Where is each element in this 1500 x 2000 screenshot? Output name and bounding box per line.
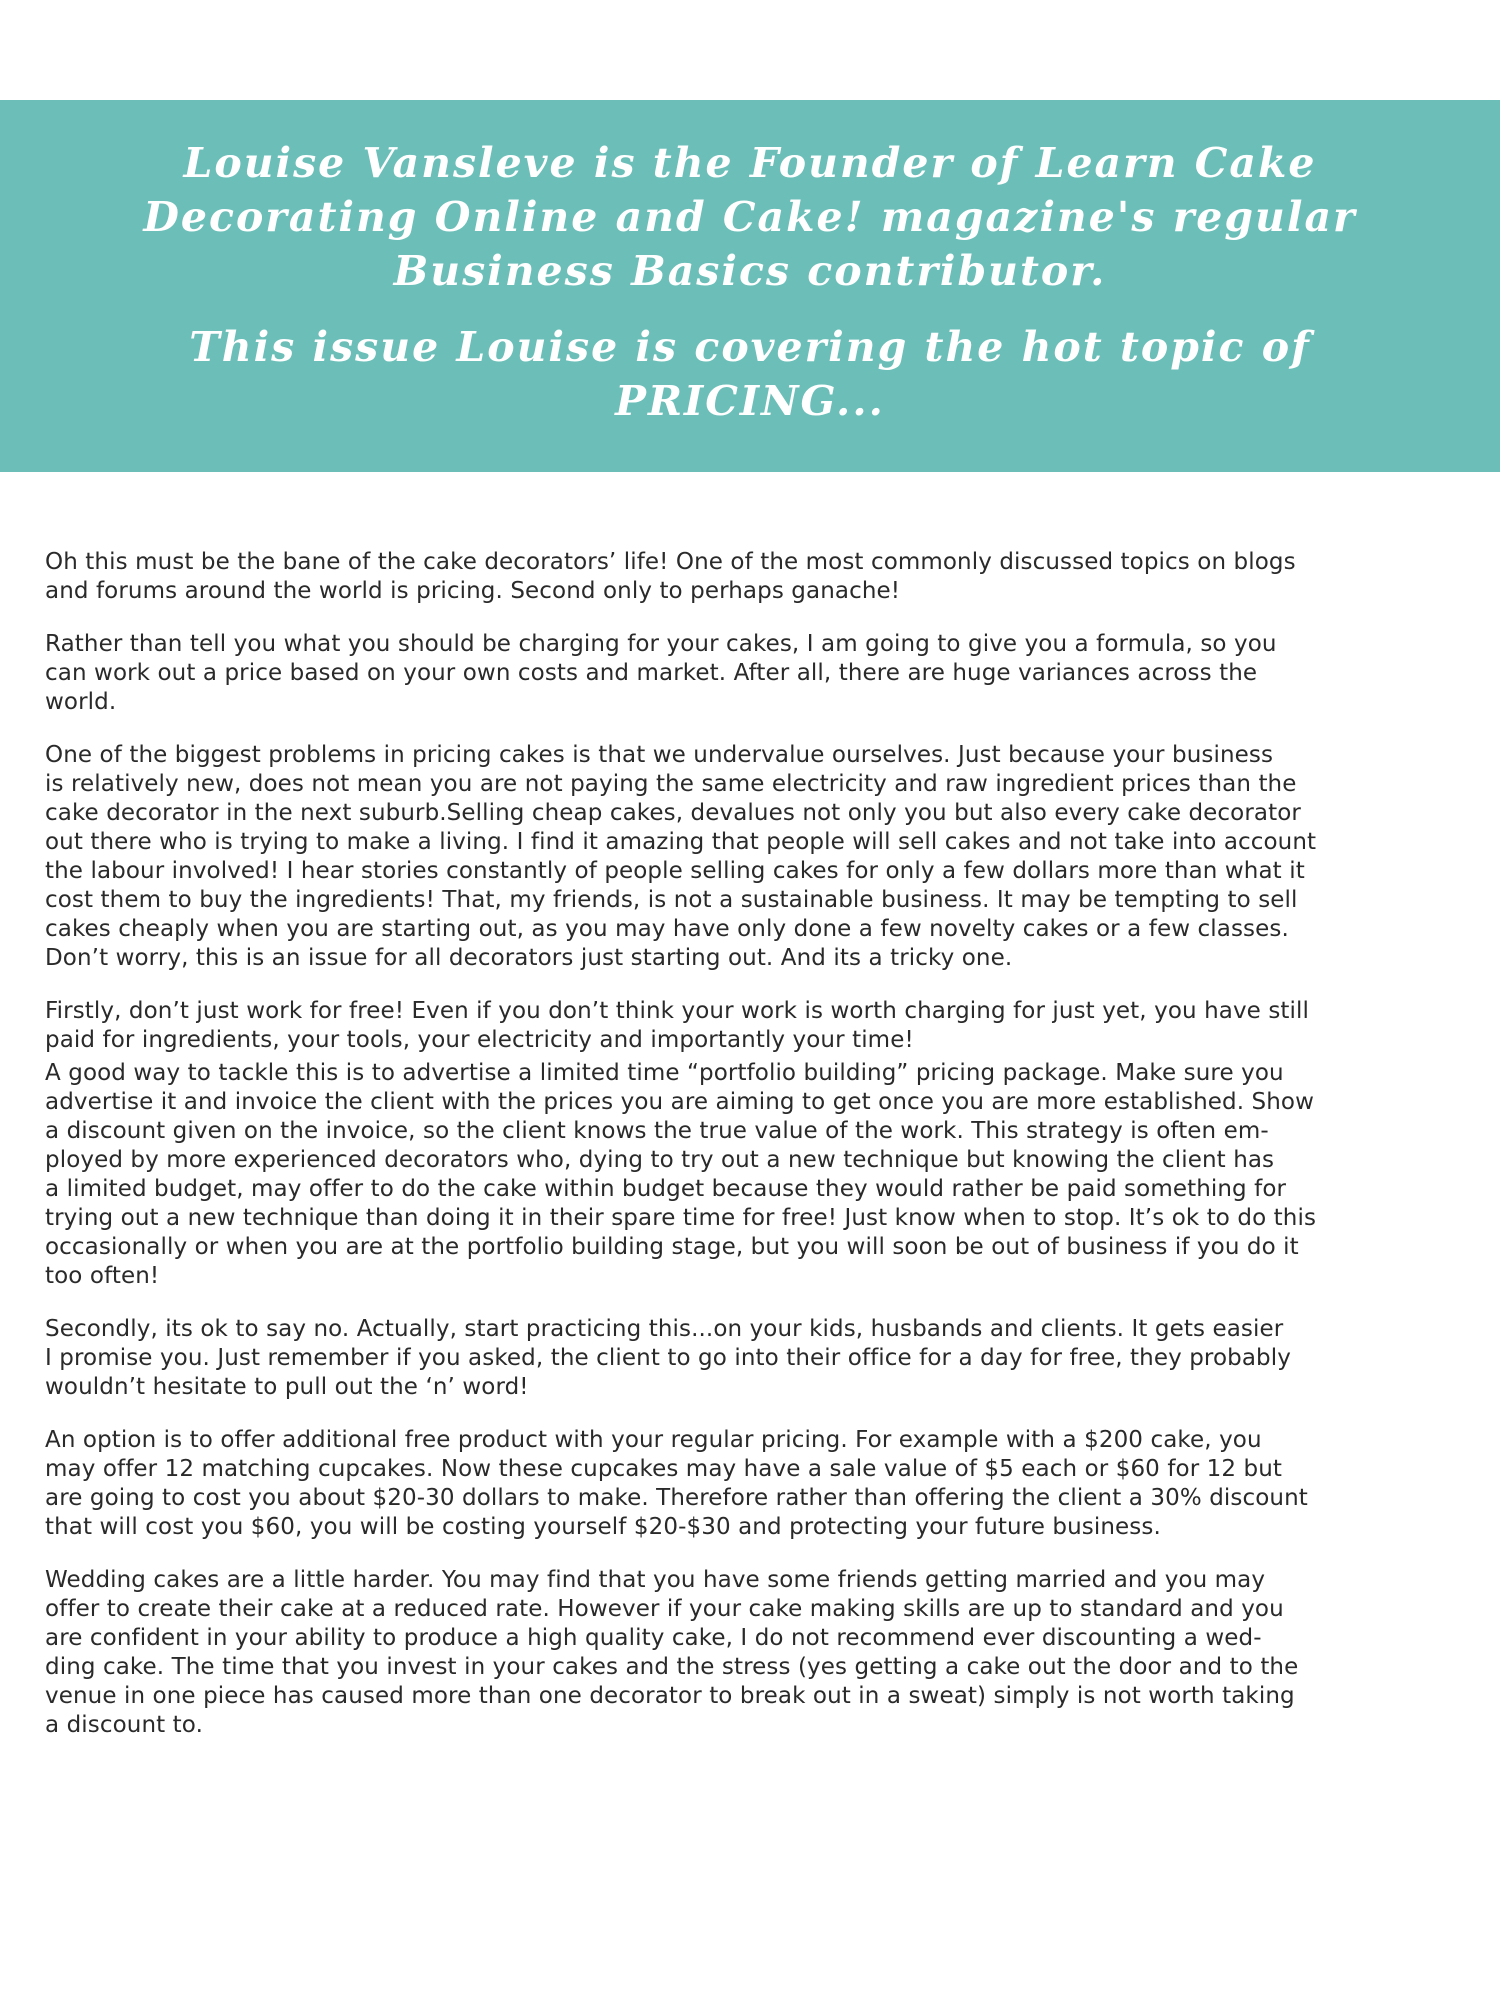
paragraph-line: world.	[45, 689, 117, 715]
paragraph-line: Wedding cakes are a little harder. You may find that you have some friends getting married and you may	[45, 1567, 1266, 1593]
paragraph-line: ding cake. The time that you invest in your cakes and the stress (yes getting a cake out the door and to the	[45, 1654, 1299, 1680]
paragraph-line: advertise it and invoice the client with the prices you are aiming to get once you are more established. Show	[45, 1089, 1315, 1115]
paragraph-line: cost them to buy the ingredients! That, my friends, is not a sustainable business. It may be tempting to sell	[45, 887, 1298, 913]
paragraph-line: may offer 12 matching cupcakes. Now these cupcakes may have a sale value of $5 each or $60 for 12 but	[45, 1456, 1283, 1482]
paragraph-line: venue in one piece has caused more than one decorator to break out in a sweat) simply is not worth taking	[45, 1683, 1295, 1709]
article-paragraph	[45, 741, 1465, 973]
paragraph-line: a discount to.	[45, 1712, 203, 1738]
paragraph-line: a limited budget, may offer to do the cake within budget because they would rather be paid something for	[45, 1176, 1287, 1202]
article-paragraph	[45, 997, 1465, 1055]
paragraph-line: cake decorator in the next suburb.Selling cheap cakes, devalues not only you but also every cake decorator	[45, 800, 1301, 826]
paragraph-line: a discount given on the invoice, so the client knows the true value of the work. This strategy is often em-	[45, 1118, 1269, 1144]
paragraph-line: paid for ingredients, your tools, your electricity and importantly your time!	[45, 1027, 914, 1053]
paragraph-line: Firstly, don’t just work for free! Even if you don’t think your work is worth charging for just yet, you have still	[45, 998, 1309, 1024]
intro-heading-line: Decorating Online and Cake! magazine's regular	[143, 193, 1357, 241]
paragraph-line: can work out a price based on your own costs and market. After all, there are huge variances across the	[45, 660, 1258, 686]
article-paragraph	[45, 1426, 1465, 1542]
paragraph-line: Rather than tell you what you should be charging for your cakes, I am going to give you a formula, so you	[45, 631, 1277, 657]
paragraph-line: ployed by more experienced decorators who, dying to try out a new technique but knowing the client has	[45, 1147, 1275, 1173]
article-paragraph	[45, 630, 1465, 717]
topic-heading-line: PRICING...	[615, 377, 885, 425]
article-paragraph	[45, 1566, 1465, 1740]
article-paragraph	[45, 548, 1465, 606]
paragraph-line: the labour involved! I hear stories constantly of people selling cakes for only a few dollars more than what it	[45, 858, 1305, 884]
intro-heading-line: Louise Vansleve is the Founder of Learn Cake	[183, 139, 1317, 187]
topic-heading-line: This issue Louise is covering the hot topic of	[189, 323, 1311, 371]
article-body	[45, 548, 1465, 1740]
paragraph-line: Oh this must be the bane of the cake decorators’ life! One of the most commonly discussed topics on blogs	[45, 549, 1296, 575]
article-paragraph	[45, 1315, 1465, 1402]
paragraph-line: are confident in your ability to produce a high quality cake, I do not recommend ever discounting a wed-	[45, 1625, 1262, 1651]
paragraph-line: and forums around the world is pricing. Second only to perhaps ganache!	[45, 578, 901, 604]
paragraph-line: One of the biggest problems in pricing cakes is that we undervalue ourselves. Just because your business	[45, 742, 1274, 768]
paragraph-line: are going to cost you about $20-30 dollars to make. Therefore rather than offering the client a 30% discount	[45, 1485, 1308, 1511]
article-paragraph	[45, 1059, 1465, 1291]
topic-heading	[0, 320, 1500, 428]
paragraph-line: is relatively new, does not mean you are not paying the same electricity and raw ingredient prices than the	[45, 771, 1297, 797]
paragraph-line: too often!	[45, 1263, 160, 1289]
paragraph-line: wouldn’t hesitate to pull out the ‘n’ word!	[45, 1374, 529, 1400]
intro-heading-line: Business Basics contributor.	[393, 247, 1107, 295]
paragraph-line: offer to create their cake at a reduced rate. However if your cake making skills are up to standard and you	[45, 1596, 1284, 1622]
paragraph-line: cakes cheaply when you are starting out, as you may have only done a few novelty cakes or a few classes.	[45, 916, 1289, 942]
paragraph-line: that will cost you $60, you will be costing yourself $20-$30 and protecting your future business.	[45, 1514, 1161, 1540]
paragraph-line: occasionally or when you are at the portfolio building stage, but you will soon be out of business if you do it	[45, 1234, 1299, 1260]
paragraph-line: Don’t worry, this is an issue for all decorators just starting out. And its a tricky one.	[45, 945, 1013, 971]
paragraph-line: trying out a new technique than doing it in their spare time for free! Just know when to stop. It’s ok to do this	[45, 1205, 1317, 1231]
header-banner	[0, 100, 1500, 472]
paragraph-line: I promise you. Just remember if you asked, the client to go into their office for a day for free, they probably	[45, 1345, 1291, 1371]
paragraph-line: out there who is trying to make a living. I find it amazing that people will sell cakes and not take into account	[45, 829, 1317, 855]
paragraph-line: Secondly, its ok to say no. Actually, start practicing this...on your kids, husbands and clients. It gets easier	[45, 1316, 1284, 1342]
paragraph-line: A good way to tackle this is to advertise a limited time “portfolio building” pricing package. Make sure you	[45, 1060, 1284, 1086]
intro-heading	[0, 136, 1500, 298]
paragraph-line: An option is to offer additional free product with your regular pricing. For example with a $200 cake, you	[45, 1427, 1262, 1453]
